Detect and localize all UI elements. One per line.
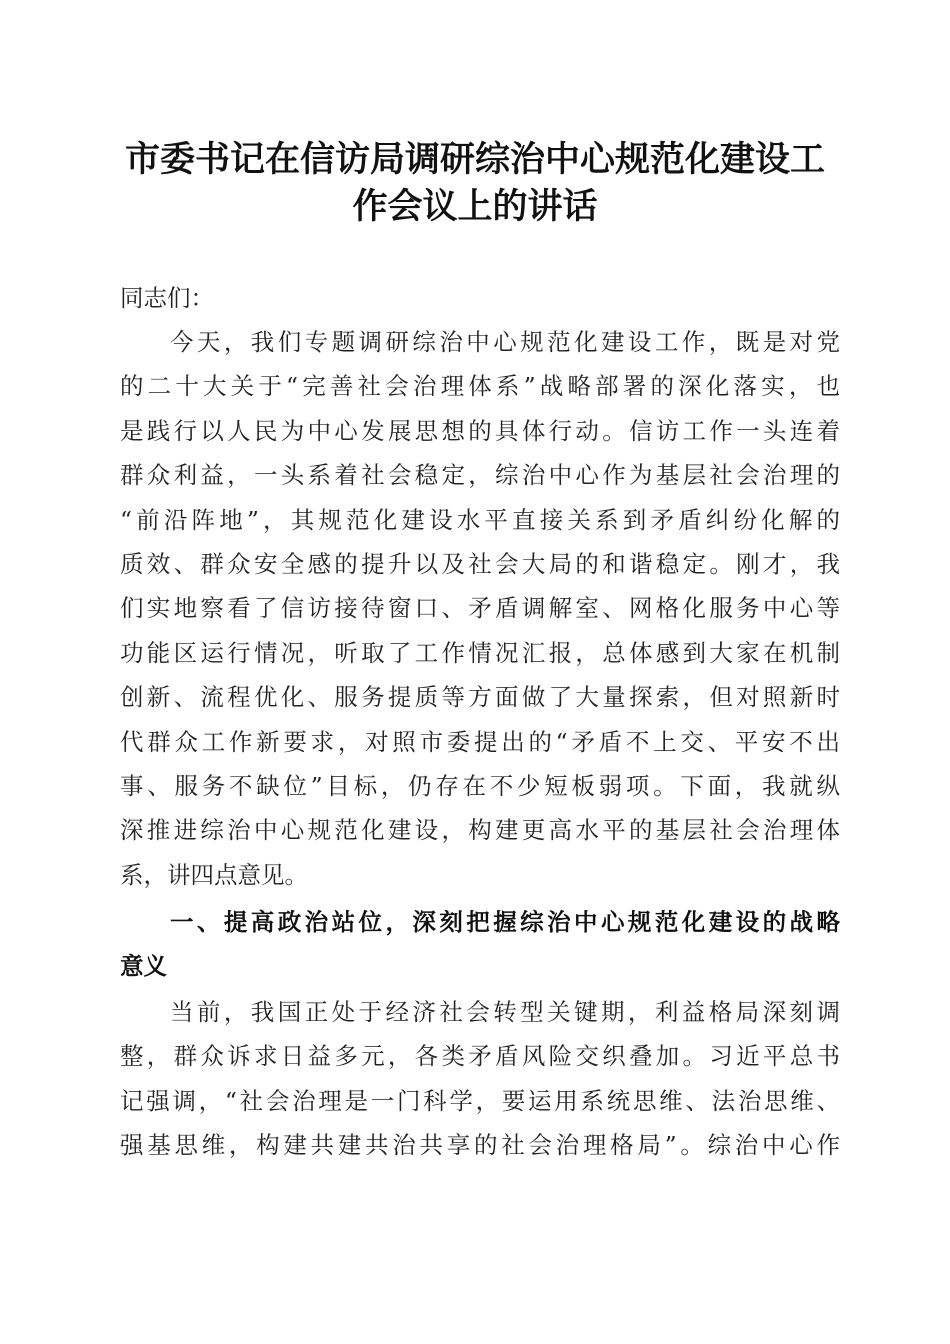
paragraph-2-line: 记强调，“社会治理是一门科学，要运用系统思维、法治思维、	[120, 1086, 840, 1115]
paragraph-2	[120, 990, 840, 1168]
paragraph-1-line: 代群众工作新要求，对照市委提出的“矛盾不上交、平安不出	[120, 727, 840, 756]
paragraph-1-line: 群众利益，一头系着社会稳定，综治中心作为基层社会治理的	[120, 461, 840, 490]
document-title	[100, 136, 850, 230]
paragraph-1-line: 质效、群众安全感的提升以及社会大局的和谐稳定。刚才，我	[120, 549, 840, 578]
heading-line: 意义	[120, 952, 167, 981]
title-line-1: 市委书记在信访局调研综治中心规范化建设工	[124, 139, 825, 180]
paragraph-1-line: 系，讲四点意见。	[120, 860, 308, 889]
paragraph-1-line: 深推进综治中心规范化建设，构建更高水平的基层社会治理体	[120, 816, 840, 845]
paragraph-1-line: 们实地察看了信访接待窗口、矛盾调解室、网格化服务中心等	[120, 594, 840, 623]
section-heading-1	[120, 900, 840, 989]
paragraph-1-line: 是践行以人民为中心发展思想的具体行动。信访工作一头连着	[120, 416, 840, 445]
paragraph-2-line: 强基思维，构建共建共治共享的社会治理格局”。综治中心作	[120, 1131, 840, 1160]
paragraph-2-line: 当前，我国正处于经济社会转型关键期，利益格局深刻调	[170, 998, 840, 1026]
salutation: 同志们：	[120, 284, 214, 312]
paragraph-1-line: “前沿阵地”，其规范化建设水平直接关系到矛盾纠纷化解的	[120, 505, 840, 534]
paragraph-1	[120, 320, 840, 897]
paragraph-1-line: 功能区运行情况，听取了工作情况汇报，总体感到大家在机制	[120, 638, 840, 667]
heading-line: 一、提高政治站位，深刻把握综治中心规范化建设的战略	[170, 908, 840, 936]
paragraph-1-line: 的二十大关于“完善社会治理体系”战略部署的深化落实，也	[120, 372, 840, 401]
paragraph-1-line: 事、服务不缺位”目标，仍存在不少短板弱项。下面，我就纵	[120, 771, 840, 800]
paragraph-1-line: 今天，我们专题调研综治中心规范化建设工作，既是对党	[170, 328, 840, 356]
paragraph-1-line: 创新、流程优化、服务提质等方面做了大量探索，但对照新时	[120, 683, 840, 712]
paragraph-2-line: 整，群众诉求日益多元，各类矛盾风险交织叠加。习近平总书	[120, 1042, 840, 1071]
title-line-2: 作会议上的讲话	[352, 186, 598, 227]
